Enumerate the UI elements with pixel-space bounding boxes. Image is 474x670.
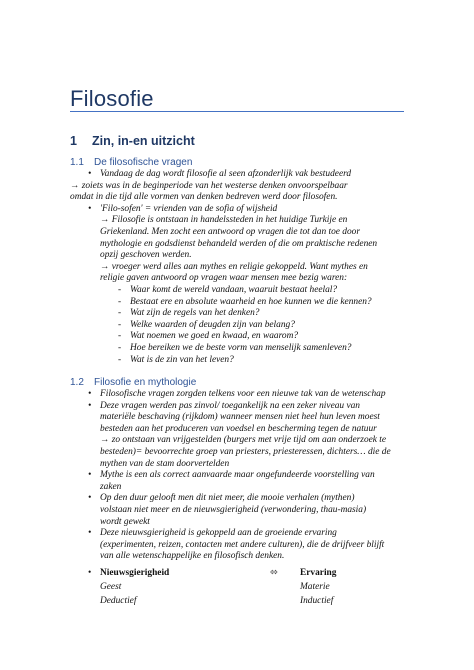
list-item: Griekenland. Men zocht een antwoord op vragen die tot dan toe door [100,226,361,237]
bullet-icon: • [88,528,92,539]
bullet-icon: • [88,400,92,411]
list-item: • Mythe is een als correct aanvaarde maar ongefundeerde voorstelling van [88,470,375,481]
bullet-icon: • [88,568,92,578]
bullet-icon: • [88,493,92,504]
list-item: - Wat is de zin van het leven? [118,354,234,365]
section-title: De filosofische vragen [94,157,193,168]
title-underline [70,111,404,112]
list-item: religie gaven antwoord op vragen waar mensen mee bezig waren: [100,273,348,284]
list-item: opzij geschoven werden. [100,250,192,261]
list-item: van alle wetenschappelijke en filosofisch denken. [100,551,285,562]
list-item: wordt gewekt [100,516,150,527]
list-item: • Vandaag de dag wordt filosofie al seen afzonderlijk vak bestudeerd [88,169,352,179]
list-item: zaken [100,481,122,492]
section-number: 1.2 [70,377,84,388]
arrow-right-icon: → [100,435,112,446]
arrow-right-icon: → [100,261,112,272]
dash-icon: - [118,354,122,365]
section-1-heading [70,134,195,148]
arrow-right-icon: → [70,180,82,191]
bullet-icon: • [88,203,92,214]
dash-icon: - [118,296,122,307]
section-1-1-heading [70,157,192,168]
list-item: → Filosofie is ontstaan in handelssteden in het huidige Turkije en [100,215,348,226]
list-item: materiële beschaving (rijkdom) wanneer mensen niet heel hun leven moest [100,412,380,423]
table-cell: Inductief [300,596,334,606]
list-item: • 'Filo-sofen' = vrienden van de sofia of wijsheid [88,203,278,214]
list-item: • Filosofische vragen zorgden telkens voor een nieuwe tak van de wetenschap [88,389,386,399]
list-item: volstaan niet meer en de nieuwsgierigheid (verwondering, thau-masia) [100,504,367,515]
section-number: 1 [70,134,77,148]
list-item: → zoiets was in de beginperiode van het westerse denken onvoorspelbaar [70,180,348,191]
table-cell: Materie [300,582,330,592]
list-item: → vroeger werd alles aan mythes en religie gekoppeld. Want mythes en [100,261,368,272]
list-item: mythologie en godsdienst behandeld werden of die om praktische redenen [100,238,378,249]
list-item: mythen van de stam doorvertelden [100,458,230,469]
list-item: - Wat noemen we goed en kwaad, en waarom? [118,331,299,342]
list-item: • Op den duur gelooft men dit niet meer, die mooie verhalen (mythen) [88,493,355,504]
arrow-right-icon: → [100,215,112,226]
double-arrow-icon: ⬄ [270,568,278,578]
section-1-2-body [70,389,410,563]
table-cell: Deductief [100,596,137,606]
bullet-icon: • [88,470,92,481]
section-title: Filosofie en mythologie [94,377,197,388]
section-1-2-heading [70,377,196,388]
document-title: Filosofie [70,86,154,111]
list-item: • Deze nieuwsgierigheid is gekoppeld aan de groeiende ervaring [88,528,337,539]
dash-icon: - [118,319,122,330]
dash-icon: - [118,284,122,295]
bullet-icon: • [88,389,92,399]
section-number: 1.1 [70,157,84,168]
list-item: besteden)= bevoorrechte groep van priesters, priesteressen, dichters… die de [100,446,391,457]
list-item: → zo ontstaan van vrijgestelden (burgers met vrije tijd om aan onderzoek te [100,435,387,446]
bullet-icon: • [88,169,92,179]
list-item: - Bestaat ere en absolute waarheid en hoe kunnen we die kennen? [118,296,372,307]
list-item: - Hoe bereiken we de beste vorm van menselijk samenleven? [118,342,352,353]
list-item: - Waar komt de wereld vandaan, waaruit bestaat heelal? [118,284,338,295]
dash-icon: - [118,331,122,342]
table-header-right: Ervaring [300,568,337,578]
list-item: besteden aan het produceren van voedsel en bescherming tegen de natuur [100,423,377,434]
dash-icon: - [118,308,122,319]
list-item: (experimenten, reizen, contacten met andere culturen), die de drijfveer blijft [100,539,385,550]
table-cell: Geest [100,582,122,592]
list-item: omdat in die tijd alle vormen van denken bedreven werd door filosofen. [70,192,338,203]
section-title: Zin, in-en uitzicht [92,134,195,148]
section-1-1-body [70,169,410,366]
list-item: • Deze vragen werden pas zinvol/ toegankelijk na een zeker niveau van [88,400,360,411]
dash-icon: - [118,342,122,353]
list-item: - Wat zijn de regels van het denken? [118,308,260,319]
table-header-left: Nieuwsgierigheid [100,568,170,578]
list-item: - Welke waarden of deugden zijn van belang? [118,319,295,330]
